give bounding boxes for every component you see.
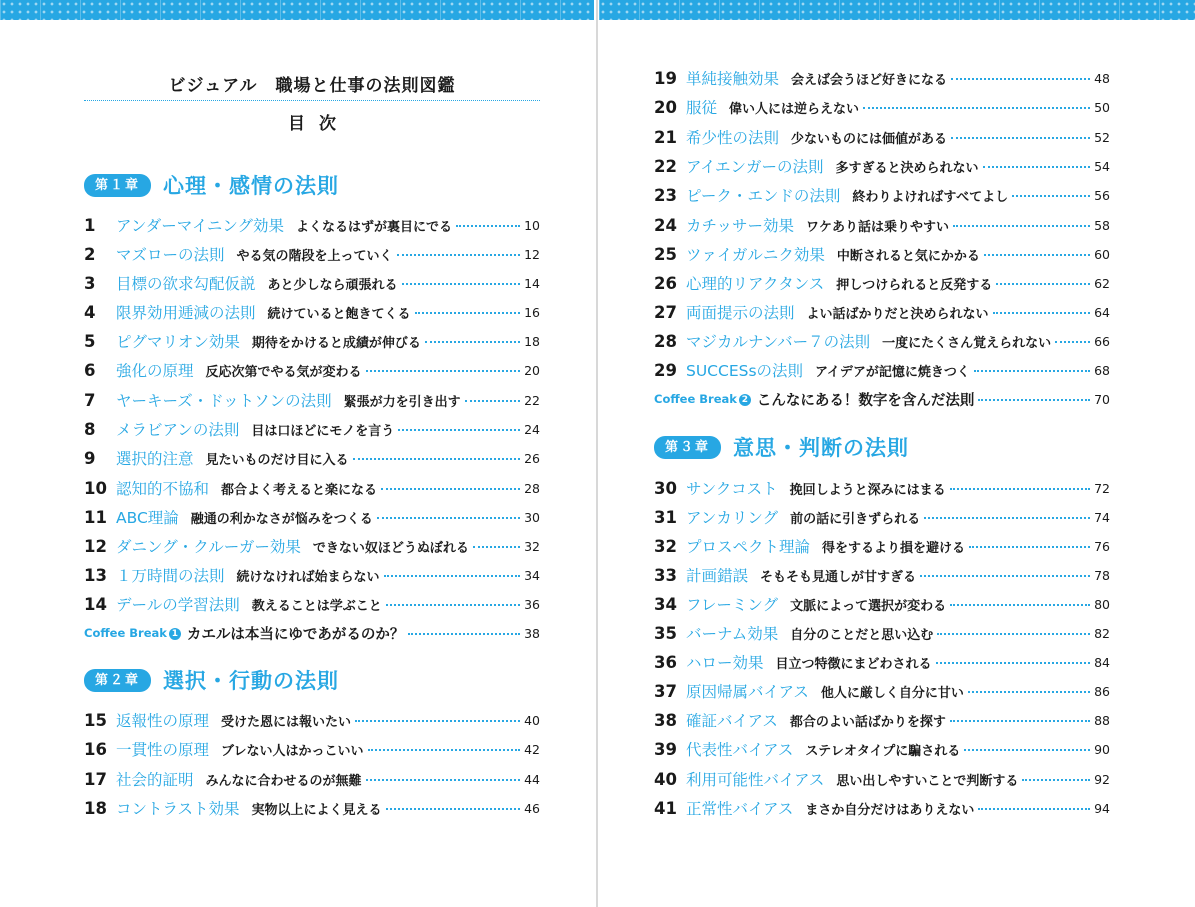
entry-title[interactable]: 利用可能性バイアス	[686, 771, 825, 789]
entry-title[interactable]: 限界効用逓減の法則	[116, 304, 256, 322]
dot-leader	[1012, 195, 1090, 197]
entry-title[interactable]: 服従	[686, 99, 718, 117]
entry-title[interactable]: 計画錯誤	[686, 567, 749, 585]
entry-title[interactable]: 選択的注意	[116, 450, 194, 468]
entry-page-number: 56	[1094, 187, 1110, 203]
entry-page-number: 32	[524, 538, 540, 554]
chapter-heading-2	[84, 665, 339, 695]
dot-leader	[415, 312, 520, 314]
entry-title[interactable]: 単純接触効果	[686, 70, 780, 88]
entry-description: 続けていると飽きてくる	[267, 306, 411, 322]
dot-leader	[465, 400, 520, 402]
entry-page-number: 66	[1094, 333, 1110, 349]
entry-number: 4	[84, 302, 96, 322]
entry-description: よい話ばかりだと決められない	[806, 306, 989, 322]
toc-entry[interactable]	[654, 96, 1110, 118]
entry-number: 26	[654, 273, 677, 293]
dot-leader	[366, 779, 520, 781]
entry-description: 反応次第でやる気が変わる	[205, 364, 362, 380]
entry-description: 目は口ほどにモノを言う	[251, 423, 395, 439]
toc-entry[interactable]	[654, 738, 1110, 760]
dot-leader	[366, 370, 520, 372]
page-gutter	[596, 0, 598, 907]
entry-description: そもそも見通しが甘すぎる	[760, 569, 917, 585]
dot-leader	[936, 662, 1090, 664]
dot-leader	[473, 546, 520, 548]
dot-leader	[996, 283, 1090, 285]
entry-number: 2	[84, 244, 96, 264]
chapter-badge: 第３章	[654, 436, 721, 459]
toc-entry[interactable]	[654, 214, 1110, 236]
entry-number: 32	[654, 536, 677, 556]
entry-page-number: 26	[524, 450, 540, 466]
entry-number: 3	[84, 273, 96, 293]
entry-page-number: 80	[1094, 596, 1110, 612]
entry-number: 25	[654, 244, 677, 264]
dot-leader	[969, 546, 1090, 548]
dot-leader	[402, 283, 520, 285]
toc-entry[interactable]	[84, 418, 540, 440]
entry-description: みんなに合わせるのが無難	[205, 773, 362, 789]
entry-description: 思い出しやすいことで判断する	[836, 773, 1019, 789]
dot-leader	[924, 517, 1090, 519]
entry-number: 41	[654, 798, 677, 818]
entry-title[interactable]: バーナム効果	[686, 625, 779, 643]
entry-number: 38	[654, 710, 677, 730]
coffee-break-entry[interactable]	[654, 388, 1110, 410]
entry-page-number: 20	[524, 362, 540, 378]
toc-entry[interactable]	[654, 651, 1110, 673]
toc-entry[interactable]	[84, 301, 540, 323]
entry-page-number: 88	[1094, 712, 1110, 728]
coffee-break-text: Coffee Break	[84, 626, 167, 640]
entry-page-number: 82	[1094, 625, 1110, 641]
entry-page-number: 46	[524, 800, 540, 816]
entry-description: 文脈によって選択が変わる	[790, 598, 947, 614]
dot-leader	[425, 341, 520, 343]
dot-leader	[937, 633, 1090, 635]
entry-title[interactable]: メラビアンの法則	[116, 421, 240, 439]
dot-leader	[951, 137, 1090, 139]
toc-entry[interactable]	[654, 359, 1110, 381]
entry-number: 8	[84, 419, 96, 439]
entry-page-number: 68	[1094, 362, 1110, 378]
entry-number: 34	[654, 594, 677, 614]
entry-page-number: 24	[524, 421, 540, 437]
entry-number: 27	[654, 302, 677, 322]
entry-description: やる気の階段を上っていく	[236, 248, 393, 264]
entry-page-number: 94	[1094, 800, 1110, 816]
entry-page-number: 16	[524, 304, 540, 320]
entry-number: 29	[654, 360, 677, 380]
dot-leader	[1022, 779, 1090, 781]
coffee-break-number-icon: 1	[169, 628, 181, 640]
entry-description: 融通の利かなさが悩みをつくる	[190, 511, 373, 527]
toc-entry[interactable]	[654, 564, 1110, 586]
entry-description: 自分のことだと思い込む	[790, 627, 934, 643]
entry-page-number: 64	[1094, 304, 1110, 320]
entry-description: 受けた恩には報いたい	[221, 714, 352, 730]
entry-title[interactable]: ABC理論	[116, 509, 179, 527]
entry-title[interactable]: ハロー効果	[686, 654, 764, 672]
entry-title[interactable]: ヤーキーズ・ドットソンの法則	[116, 392, 332, 410]
toc-entry[interactable]	[84, 738, 540, 760]
entry-title[interactable]: ピーク・エンドの法則	[686, 187, 841, 205]
entry-title[interactable]: サンクコスト	[686, 480, 778, 498]
entry-title[interactable]: アンダーマイニング効果	[116, 217, 285, 235]
title-divider	[84, 100, 540, 101]
toc-entry[interactable]	[84, 447, 540, 469]
chapter-title: 心理・感情の法則	[163, 174, 340, 198]
entry-title[interactable]: アンカリング	[686, 509, 779, 527]
entry-description: 押しつけられると反発する	[836, 277, 993, 293]
entry-page-number: 30	[524, 509, 540, 525]
entry-description: 期待をかけると成績が伸びる	[251, 335, 421, 351]
entry-number: 15	[84, 710, 107, 730]
entry-page-number: 84	[1094, 654, 1110, 670]
entry-page-number: 14	[524, 275, 540, 291]
entry-number: 9	[84, 448, 96, 468]
entry-page-number: 86	[1094, 683, 1110, 699]
coffee-break-label	[654, 392, 751, 406]
dot-leader	[863, 107, 1090, 109]
entry-title[interactable]: 原因帰属バイアス	[686, 683, 809, 701]
dot-leader	[993, 312, 1090, 314]
entry-description: 他人に厳しく自分に甘い	[820, 685, 964, 701]
entry-number: 17	[84, 769, 107, 789]
chapter-badge: 第２章	[84, 669, 151, 692]
dot-leader	[978, 399, 1090, 401]
entry-page-number: 38	[524, 625, 540, 641]
entry-description: アイデアが記憶に焼きつく	[815, 364, 970, 380]
dot-leader	[353, 458, 520, 460]
toc-entry[interactable]	[84, 389, 540, 411]
book-title: ビジュアル 職場と仕事の法則図鑑	[168, 76, 456, 96]
entry-number: 6	[84, 360, 96, 380]
entry-description: 会えば会うほど好きになる	[791, 72, 948, 88]
dot-leader	[386, 604, 520, 606]
entry-page-number: 10	[524, 217, 540, 233]
entry-number: 37	[654, 681, 677, 701]
entry-title[interactable]: 両面提示の法則	[686, 304, 795, 322]
entry-page-number: 74	[1094, 509, 1110, 525]
entry-page-number: 22	[524, 392, 540, 408]
entry-number: 16	[84, 739, 107, 759]
toc-entry[interactable]	[654, 797, 1110, 819]
entry-description: 緊張が力を引き出す	[343, 394, 461, 410]
entry-title[interactable]: 返報性の原理	[116, 712, 210, 730]
chapter-heading-1	[84, 170, 339, 200]
toc-heading: 目次	[288, 114, 350, 134]
entry-page-number: 54	[1094, 158, 1110, 174]
entry-title[interactable]: プロスペクト理論	[686, 538, 811, 556]
entry-description: ステレオタイプに騙される	[805, 743, 961, 759]
entry-page-number: 28	[524, 480, 540, 496]
chapter-title: 意思・判断の法則	[733, 436, 910, 460]
entry-title[interactable]: 正常性バイアス	[686, 800, 794, 818]
entry-title[interactable]: ダニング・クルーガー効果	[116, 538, 301, 556]
entry-title[interactable]: 目標の欲求勾配仮説	[116, 275, 256, 293]
dot-leader	[968, 691, 1090, 693]
dot-leader	[381, 488, 520, 490]
entry-title[interactable]: １万時間の法則	[116, 567, 225, 585]
entry-page-number: 62	[1094, 275, 1110, 291]
toc-entry[interactable]	[654, 593, 1110, 615]
entry-page-number: 52	[1094, 129, 1110, 145]
toc-entry[interactable]	[654, 272, 1110, 294]
entry-number: 20	[654, 97, 677, 117]
entry-title[interactable]: 一貫性の原理	[116, 741, 210, 759]
dot-leader	[386, 808, 520, 810]
entry-page-number: 34	[524, 567, 540, 583]
entry-number: 10	[84, 478, 107, 498]
entry-description: できない奴ほどうぬぼれる	[312, 540, 469, 556]
entry-page-number: 70	[1094, 391, 1110, 407]
dot-leader	[964, 749, 1090, 751]
entry-number: 40	[654, 769, 677, 789]
entry-number: 12	[84, 536, 107, 556]
toc-entry[interactable]	[654, 67, 1110, 89]
entry-title[interactable]: 強化の原理	[116, 362, 194, 380]
entry-title[interactable]: コントラスト効果	[116, 800, 240, 818]
entry-title[interactable]: フレーミング	[686, 596, 779, 614]
coffee-break-description[interactable]: カエルは本当にゆであがるのか？	[186, 626, 405, 643]
toc-entry[interactable]	[654, 680, 1110, 702]
dot-leader	[408, 633, 520, 635]
entry-number: 30	[654, 478, 677, 498]
toc-entry[interactable]	[654, 477, 1110, 499]
entry-number: 19	[654, 68, 677, 88]
entry-title[interactable]: 確証バイアス	[686, 712, 778, 730]
entry-page-number: 12	[524, 246, 540, 262]
coffee-break-number-icon: 2	[739, 394, 751, 406]
entry-description: 前の話に引きずられる	[790, 511, 921, 527]
entry-description: 一度にたくさん覚えられない	[882, 335, 1052, 351]
dot-leader	[384, 575, 520, 577]
entry-description: 続けなければ始まらない	[236, 569, 380, 585]
entry-number: 11	[84, 507, 107, 527]
toc-entry[interactable]	[654, 535, 1110, 557]
entry-title[interactable]: 社会的証明	[116, 771, 194, 789]
entry-description: 終わりよければすべてよし	[852, 189, 1009, 205]
dot-leader	[1055, 341, 1090, 343]
dot-leader	[953, 225, 1090, 227]
entry-page-number: 78	[1094, 567, 1110, 583]
entry-description: まさか自分だけはありえない	[805, 802, 975, 818]
entry-page-number: 18	[524, 333, 540, 349]
toc-entry[interactable]	[654, 155, 1110, 177]
entry-title[interactable]: 認知的不協和	[116, 480, 210, 498]
dot-leader	[951, 78, 1090, 80]
dot-leader	[398, 429, 520, 431]
entry-page-number: 50	[1094, 99, 1110, 115]
toc-entry[interactable]	[654, 768, 1110, 790]
entry-description: 実物以上によく見える	[251, 802, 382, 818]
toc-entry[interactable]	[84, 564, 540, 586]
entry-number: 35	[654, 623, 677, 643]
right-page	[599, 0, 1195, 907]
toc-entry[interactable]	[84, 214, 540, 236]
entry-description: 得をするより損を避ける	[822, 540, 966, 556]
dot-leader	[920, 575, 1090, 577]
entry-description: 偉い人には逆らえない	[729, 101, 860, 117]
entry-number: 22	[654, 156, 677, 176]
entry-title[interactable]: 代表性バイアス	[686, 741, 794, 759]
entry-number: 1	[84, 215, 96, 235]
dot-leader	[377, 517, 520, 519]
entry-description: あと少しなら頑張れる	[267, 277, 398, 293]
toc-entry[interactable]	[654, 330, 1110, 352]
chapter-title: 選択・行動の法則	[163, 669, 340, 693]
toc-entry[interactable]	[84, 768, 540, 790]
entry-title[interactable]: ツァイガルニク効果	[686, 246, 825, 264]
entry-number: 21	[654, 127, 677, 147]
dot-leader	[978, 808, 1090, 810]
entry-description: ブレない人はかっこいい	[221, 743, 364, 759]
entry-number: 24	[654, 215, 677, 235]
entry-description: よくなるはずが裏目にでる	[296, 219, 453, 235]
dot-leader	[368, 749, 521, 751]
entry-title[interactable]: SUCCESsの法則	[686, 362, 804, 380]
entry-title[interactable]: マズローの法則	[116, 246, 225, 264]
entry-description: 見たいものだけ目に入る	[205, 452, 349, 468]
coffee-break-text: Coffee Break	[654, 392, 737, 406]
dot-leader	[974, 370, 1090, 372]
toc-entry[interactable]	[654, 243, 1110, 265]
toc-entry[interactable]	[84, 272, 540, 294]
coffee-break-entry[interactable]	[84, 622, 540, 644]
toc-entry[interactable]	[84, 477, 540, 499]
entry-page-number: 44	[524, 771, 540, 787]
entry-page-number: 72	[1094, 480, 1110, 496]
entry-page-number: 42	[524, 741, 540, 757]
chapter-heading-3	[654, 432, 909, 462]
toc-entry[interactable]	[84, 330, 540, 352]
dot-leader	[950, 488, 1090, 490]
toc-entry[interactable]	[84, 709, 540, 731]
dot-leader	[983, 166, 1090, 168]
toc-entry[interactable]	[654, 622, 1110, 644]
entry-page-number: 40	[524, 712, 540, 728]
entry-title[interactable]: ピグマリオン効果	[116, 333, 240, 351]
entry-title[interactable]: 心理的リアクタンス	[686, 275, 825, 293]
entry-number: 5	[84, 331, 96, 351]
entry-description: 教えることは学ぶこと	[251, 598, 382, 614]
entry-description: 少ないものには価値がある	[791, 131, 948, 147]
entry-description: 多すぎると決められない	[835, 160, 979, 176]
toc-entry[interactable]	[654, 126, 1110, 148]
entry-number: 14	[84, 594, 107, 614]
toc-entry[interactable]	[654, 709, 1110, 731]
dot-leader	[984, 254, 1090, 256]
toc-entry[interactable]	[84, 535, 540, 557]
entry-number: 23	[654, 185, 677, 205]
entry-number: 39	[654, 739, 677, 759]
dot-leader	[456, 225, 520, 227]
entry-number: 33	[654, 565, 677, 585]
entry-description: 都合のよい話ばかりを探す	[789, 714, 946, 730]
entry-number: 31	[654, 507, 677, 527]
entry-number: 18	[84, 798, 107, 818]
dot-leader	[950, 604, 1090, 606]
entry-title[interactable]: カチッサー効果	[686, 217, 795, 235]
entry-description: 中断されると気にかかる	[836, 248, 980, 264]
entry-description: 都合よく考えると楽になる	[221, 482, 378, 498]
coffee-break-label	[84, 626, 181, 640]
entry-title[interactable]: デールの学習法則	[116, 596, 240, 614]
toc-entry[interactable]	[84, 797, 540, 819]
toc-entry[interactable]	[654, 184, 1110, 206]
entry-number: 28	[654, 331, 677, 351]
entry-page-number: 76	[1094, 538, 1110, 554]
toc-entry[interactable]	[84, 243, 540, 265]
entry-page-number: 48	[1094, 70, 1110, 86]
toc-entry[interactable]	[84, 506, 540, 528]
entry-page-number: 36	[524, 596, 540, 612]
entry-description: ワケあり話は乗りやすい	[806, 219, 950, 235]
entry-page-number: 58	[1094, 217, 1110, 233]
entry-number: 7	[84, 390, 96, 410]
toc-entry[interactable]	[84, 359, 540, 381]
coffee-break-description[interactable]: こんなにある！数字を含んだ法則	[756, 392, 975, 409]
entry-number: 36	[654, 652, 677, 672]
dot-leader	[355, 720, 520, 722]
entry-page-number: 60	[1094, 246, 1110, 262]
toc-entry[interactable]	[84, 593, 540, 615]
entry-description: 挽回しようと深みにはまる	[789, 482, 946, 498]
entry-title[interactable]: マジカルナンバー７の法則	[686, 333, 871, 351]
dot-leader	[950, 720, 1090, 722]
entry-page-number: 90	[1094, 741, 1110, 757]
entry-title[interactable]: アイエンガーの法則	[686, 158, 824, 176]
entry-page-number: 92	[1094, 771, 1110, 787]
entry-title[interactable]: 希少性の法則	[686, 129, 780, 147]
entry-number: 13	[84, 565, 107, 585]
toc-entry[interactable]	[654, 506, 1110, 528]
chapter-badge: 第１章	[84, 174, 151, 197]
toc-entry[interactable]	[654, 301, 1110, 323]
left-page	[0, 0, 594, 907]
dot-leader	[397, 254, 520, 256]
entry-description: 目立つ特徴にまどわされる	[775, 656, 932, 672]
